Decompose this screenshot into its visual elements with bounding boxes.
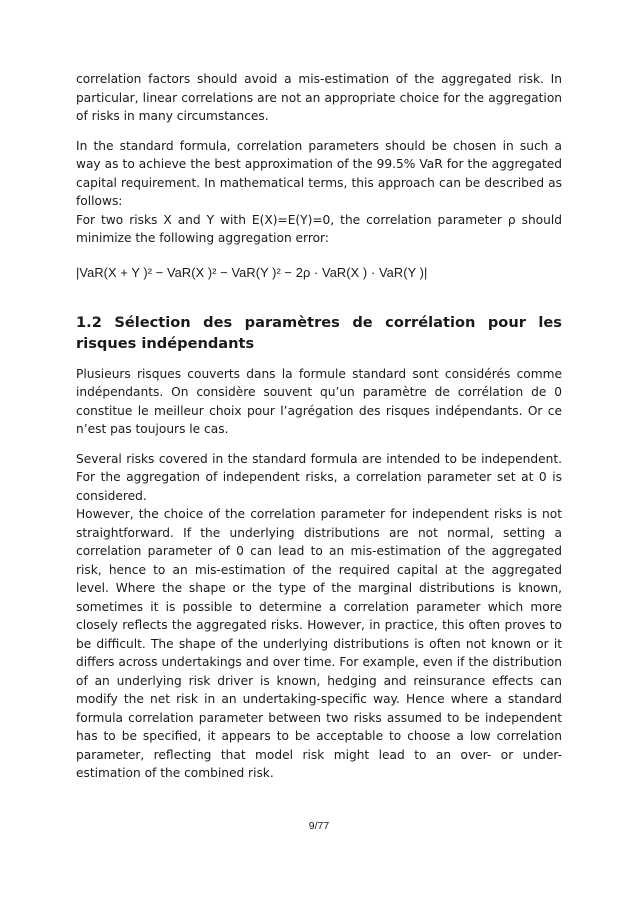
paragraph-two-risks: For two risks X and Y with E(X)=E(Y)=0, the correlation parameter ρ should minimize the following aggregation error: — [76, 212, 562, 245]
page-body — [76, 70, 562, 783]
paragraph-correlation-factors: correlation factors should avoid a mis-estimation of the aggregated risk. In particular, linear correlations are not an appropriate choice for the aggregation of risks in many circumstances. — [76, 72, 562, 123]
section-spacer — [76, 282, 562, 312]
aggregation-error-formula: |VaR(X + Y )² − VaR(X )² − VaR(Y )² − 2ρ · VaR(X ) · VaR(Y )| — [76, 264, 428, 280]
paragraph-standard-formula: In the standard formula, correlation parameters should be chosen in such a way as to achieve the best approximation of the 99.5% VaR for the aggregated capital requirement. In mathematical terms, this approach can be described as follows: — [76, 138, 562, 208]
paragraph-correlation-choice: However, the choice of the correlation parameter for independent risks is not straightforward. If the underlying distributions are not normal, setting a correlation parameter of 0 can lead to an mis-estimation of the aggregated risk, hence to an mis-estimation of the required capital at the aggregated level. Where the shape or the type of the marginal distributions is known, sometimes it is possible to determine a correlation parameter which more closely reflects the aggregated risks. However, in practice, this often proves to be difficult. The shape of the underlying distributions is often not known or it differs across undertakings and over time. For example, even if the distribution of an underlying risk driver is known, hedging and reinsurance effects can modify the net risk in an undertaking-specific way. Hence where a standard formula correlation parameter between two risks assumed to be independent has to be specified, it appears to be acceptable to choose a low correlation parameter, reflecting that model risk might lead to an over- or under-estimation of the combined risk. — [76, 507, 562, 780]
paragraph-independent-risks: Several risks covered in the standard formula are intended to be independent. For the aggregation of independent risks, a correlation parameter set at 0 is considered. — [76, 451, 562, 503]
paragraph-spacer — [76, 126, 562, 137]
page-number: 9/77 — [308, 820, 330, 832]
paragraph-spacer — [76, 439, 562, 450]
paragraph-spacer — [76, 248, 562, 264]
paragraph-french: Plusieurs risques couverts dans la formule standard sont considérés comme indépendants. On considère souvent qu’un paramètre de corrélation de 0 constitue le meilleur choix pour l’agrégation des risques indépendants. Or ce n’est pas toujours le cas. — [76, 366, 562, 436]
paragraph-spacer — [76, 354, 562, 365]
section-heading: 1.2 Sélection des paramètres de corrélation pour les risques indépendants — [76, 313, 562, 352]
